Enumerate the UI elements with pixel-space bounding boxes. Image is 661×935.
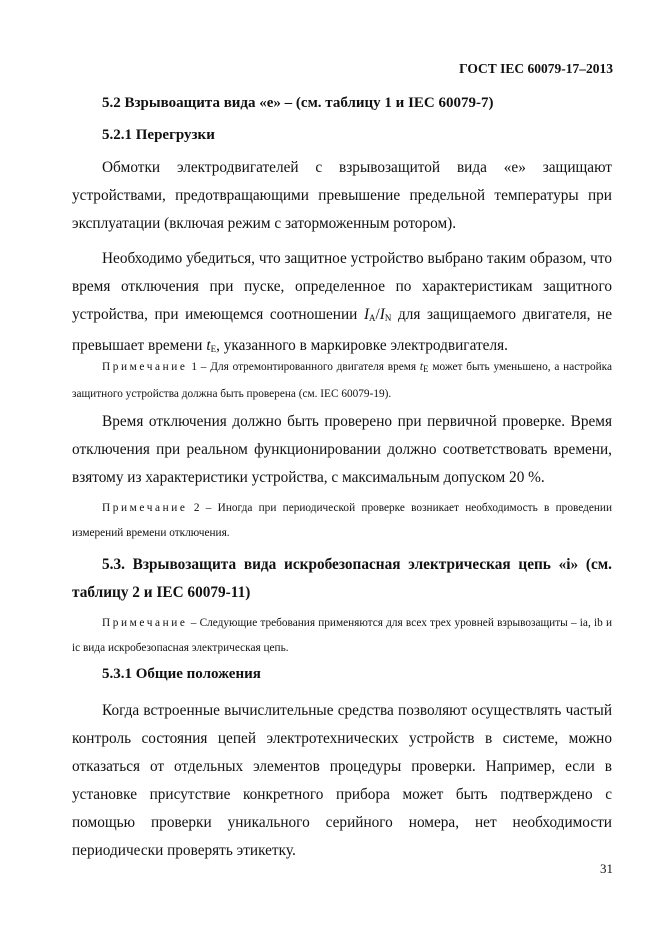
paragraph-text: , указанного в маркировке электродвигателя.	[216, 337, 508, 354]
subscript-a: A	[369, 313, 376, 323]
note-2	[72, 496, 612, 546]
note-text: может быть уменьшено, а настройка защитного устройства должна быть проверена (см. IEC 60079-19).	[72, 361, 612, 400]
paragraph-general-provisions: Когда встроенные вычислительные средства позволяют осуществлять частый контроль состояния цепей электротехнических устройств в системе, можно отказаться от отдельных элементов процедуры проверки. Например, если в установке присутствие конкретного прибора может быть подтверждено с помощью проверки уникального серийного номера, нет необходимости периодически проверять этикетку.	[72, 702, 612, 859]
paragraph-overload-windings: Обмотки электродвигателей с взрывозащитой вида «е» защищают устройствами, предотвращающими превышение предельной температуры при эксплуатации (включая режим с заторможенным ротором).	[72, 159, 612, 232]
note-label: Примечание	[102, 617, 188, 629]
paragraph-protective-device	[72, 245, 612, 363]
section-5-3-1-title: 5.3.1 Общие положения	[102, 666, 261, 682]
note-text: 2 – Иногда при периодической проверке возникает необходимость в проведении измерений времени отключения.	[72, 502, 612, 539]
note-3	[72, 611, 612, 661]
paragraph-text: для защищаемого двигателя, не превышает времени	[72, 306, 612, 354]
paragraph-trip-time: Время отключения должно быть проверено при первичной проверке. Время отключения при реальном функционировании должно соответствовать времени, взятому из характеристики устройства, с максимальным допуском 20 %.	[72, 413, 612, 486]
symbol-te: t	[419, 361, 424, 373]
page-number: 31	[600, 861, 613, 876]
paragraph-text: Необходимо убедиться, что защитное устройство выбрано таким образом, что время отключения при пуске, определенное по характеристикам защитного устройства, при имеющемся соотношении	[72, 250, 612, 323]
symbol-te: t	[206, 337, 211, 354]
subscript-e: E	[423, 364, 429, 374]
symbol-ia: I	[363, 306, 370, 323]
document-header: ГОСТ IEC 60079-17–2013	[459, 61, 613, 76]
slash: /	[375, 306, 380, 323]
section-5-3-title: 5.3. Взрывозащита вида искробезопасная электрическая цепь «i» (см. таблицу 2 и IEC 60079-11)	[72, 556, 612, 601]
subscript-e: E	[210, 344, 217, 354]
section-5-2-1-title: 5.2.1 Перегрузки	[102, 127, 215, 143]
note-text: – Следующие требования применяются для всех трех уровней взрывозащиты – ia, ib и ic вида искробезопасная электрическая цепь.	[72, 617, 612, 654]
note-text: 1 – Для отремонтированного двигателя время	[187, 361, 420, 373]
subscript-n: N	[384, 313, 392, 323]
note-1	[72, 355, 612, 407]
section-5-2-title: 5.2 Взрывоащита вида «е» – (см. таблицу 1 и IEC 60079-7)	[102, 95, 494, 111]
note-label: Примечание	[102, 361, 188, 373]
symbol-in: I	[379, 306, 385, 323]
note-label: Примечание	[102, 502, 188, 514]
